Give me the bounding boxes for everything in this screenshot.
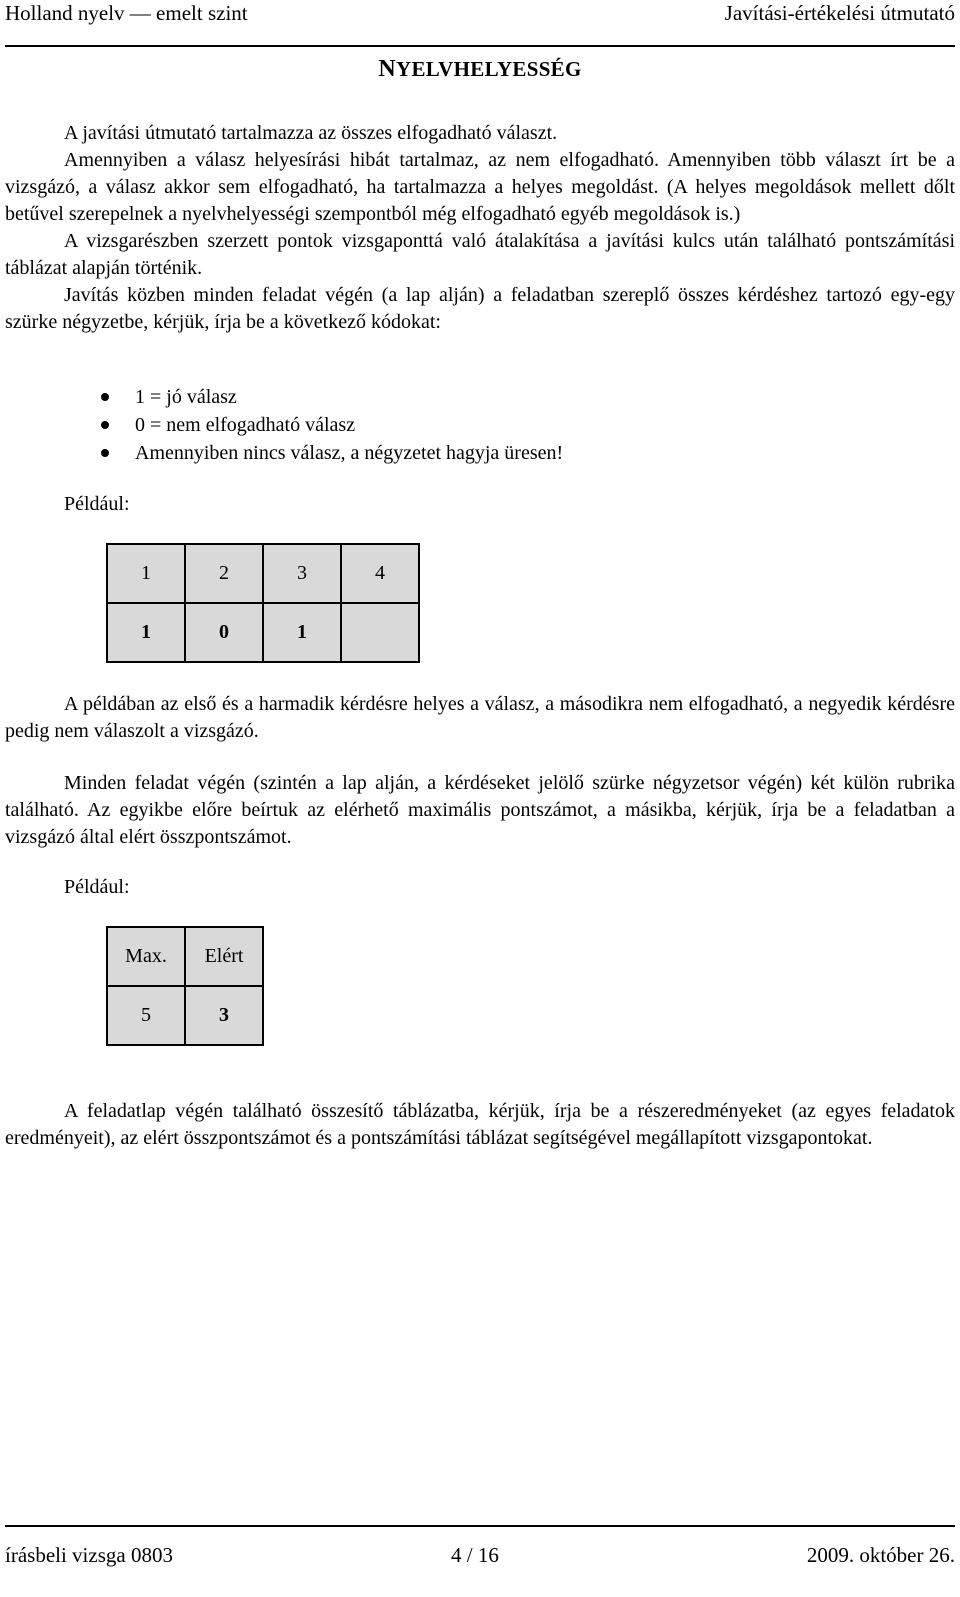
table-row bbox=[107, 986, 263, 1045]
section-title-initial: N bbox=[378, 56, 397, 82]
code-cell bbox=[341, 603, 419, 662]
example-1-paragraph: A példában az első és a harmadik kérdésre helyes a válasz, a másodikra nem elfogadható, a negyedik kérdésre pedig nem válaszolt a vizsgázó. bbox=[5, 693, 955, 742]
question-number-cell: 4 bbox=[341, 544, 419, 603]
code-list-item: 1 = jó válasz bbox=[95, 383, 563, 411]
question-number-cell: 1 bbox=[107, 544, 185, 603]
code-cell: 0 bbox=[185, 603, 263, 662]
example-1-explanation bbox=[5, 691, 955, 745]
header-rule bbox=[5, 45, 955, 47]
example-table-scores bbox=[106, 926, 264, 1046]
section-title bbox=[0, 56, 960, 83]
achieved-score-value: 3 bbox=[185, 986, 263, 1045]
page-footer bbox=[5, 1543, 955, 1573]
footer-exam-code: írásbeli vizsga 0803 bbox=[5, 1543, 173, 1567]
header-doc-type: Javítási-értékelési útmutató bbox=[724, 1, 955, 25]
score-boxes-explanation bbox=[5, 770, 955, 851]
code-cell: 1 bbox=[107, 603, 185, 662]
footer-date: 2009. október 26. bbox=[806, 1543, 955, 1567]
code-list-item: 0 = nem elfogadható válasz bbox=[95, 411, 563, 439]
score-boxes-paragraph: Minden feladat végén (szintén a lap alján, a kérdéseket jelölő szürke négyzetsor végén) két külön rubrika található. Az egyikbe előre beírtuk az elérhető maximális pontszámot, a másikba, kérjük, írja be a feladatban a vizsgázó által elért összpontszámot. bbox=[5, 772, 955, 848]
page-header bbox=[5, 0, 955, 30]
example-table-questions bbox=[106, 543, 420, 663]
header-subject: Holland nyelv — emelt szint bbox=[5, 1, 248, 25]
max-score-value: 5 bbox=[107, 986, 185, 1045]
question-number-cell: 2 bbox=[185, 544, 263, 603]
code-cell: 1 bbox=[263, 603, 341, 662]
intro-paragraph-1: A javítási útmutató tartalmazza az összes elfogadható választ. bbox=[64, 122, 558, 144]
achieved-score-header: Elért bbox=[185, 927, 263, 986]
section-title-rest: YELVHELYESSÉG bbox=[396, 57, 582, 81]
summary-paragraph: A feladatlap végén található összesítő táblázatba, kérjük, írja be a részeredményeket (az egyes feladatok eredményeit), az elért összpontszámot és a pontszámítási táblázat segítségével megállapított vizsgapontokat. bbox=[5, 1100, 955, 1149]
example-label-1: Például: bbox=[64, 493, 130, 515]
example-label-2: Például: bbox=[64, 876, 130, 898]
max-score-header: Max. bbox=[107, 927, 185, 986]
code-list-item: Amennyiben nincs válasz, a négyzetet hagyja üresen! bbox=[95, 439, 563, 467]
intro-paragraph-4: Javítás közben minden feladat végén (a lap alján) a feladatban szereplő összes kérdéshez tartozó egy-egy szürke négyzetbe, kérjük, írja be a következő kódokat: bbox=[5, 284, 955, 333]
table-row bbox=[107, 927, 263, 986]
question-number-cell: 3 bbox=[263, 544, 341, 603]
table-row bbox=[107, 544, 419, 603]
intro-block bbox=[5, 120, 955, 336]
summary-explanation bbox=[5, 1098, 955, 1152]
code-list bbox=[95, 383, 563, 467]
footer-page-number: 4 / 16 bbox=[451, 1543, 499, 1567]
footer-rule bbox=[5, 1525, 955, 1527]
table-row bbox=[107, 603, 419, 662]
intro-paragraph-2: Amennyiben a válasz helyesírási hibát tartalmaz, az nem elfogadható. Amennyiben több választ írt be a vizsgázó, a válasz akkor sem elfogadható, ha tartalmazza a helyes megoldást. (A helyes megoldások mellett dőlt betűvel szerepelnek a nyelvhelyességi szempontból még elfogadható egyéb megoldások is.) bbox=[5, 149, 955, 225]
intro-paragraph-3: A vizsgarészben szerzett pontok vizsgaponttá való átalakítása a javítási kulcs után található pontszámítási táblázat alapján történik. bbox=[5, 230, 955, 279]
